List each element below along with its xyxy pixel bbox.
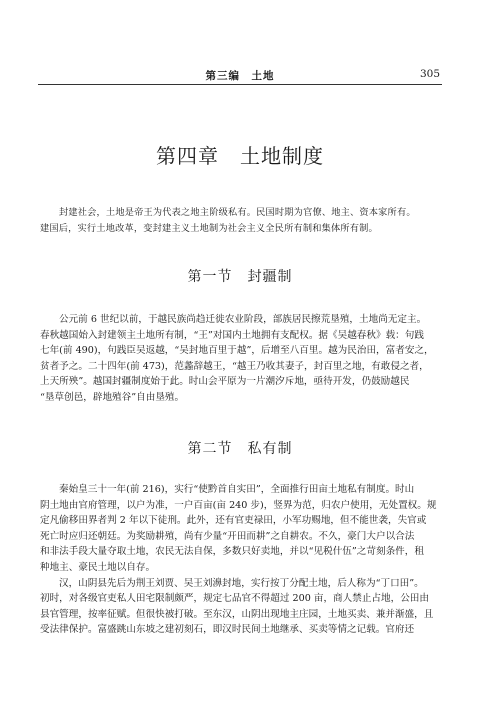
body-line: “垦草创邑，辟地殖谷”自由垦殖。 xyxy=(40,391,185,403)
section-title-2: 第二节 私有制 xyxy=(187,441,293,457)
page-number: 305 xyxy=(419,68,440,80)
body-line: 春秋越国始入封建领主土地所有制，“王”对国内土地拥有支配权。据《吴越春秋》载：句践 xyxy=(40,329,424,341)
body-line: 公元前 6 世纪以前，于越民族尚趋迁徙农业阶段，部族居民擦荒垦殖，土地尚无定主。 xyxy=(59,314,427,325)
body-line: 定凡偷移田界者判 2 年以下徒刑。此外，还有官吏禄田，小军功赐地，但不能世袭，失官或 xyxy=(40,515,427,527)
body-line: 七年(前 490)，句践臣吴返越，“吴封地百里于越”，后增至八百里。越为民治田，富者安之， xyxy=(40,345,434,357)
intro-line: 建国后，实行土地改革，变封建主义土地制为社会主义全民所有制和集体所有制。 xyxy=(40,222,378,234)
body-line: 贫者予之。二十四年(前 473)，范蠡辞越王，“越王乃收其妻子，封百里之地，有敢侵之者， xyxy=(40,360,429,372)
section-1-paragraph xyxy=(40,312,440,406)
section-2-paragraph xyxy=(40,482,440,638)
chapter-title: 第四章 土地制度 xyxy=(156,144,324,168)
body-line: 和非法手段大量夺取土地，农民无法自保，多数只好卖地，并以“见税什伍”之苛刻条件，租 xyxy=(40,546,424,558)
section-title-1: 第一节 封疆制 xyxy=(187,269,293,285)
body-line: 上天所殃”。越国封疆制度始于此。时山会平原为一片潮汐斥地，亟待开发，仍鼓励越民 xyxy=(40,376,410,388)
body-line: 初时，对各级官吏私人田宅限制颇严，规定七品官不得超过 200 亩，商人禁止占地，公田由 xyxy=(40,593,429,605)
header-rule xyxy=(38,84,442,85)
body-line: 汉，山阴县先后为荆王刘贾、吴王刘濞封地，实行按丁分配土地，后人称为“丁口田”。 xyxy=(59,577,424,589)
header-section-title: 第三编 土地 xyxy=(205,70,275,82)
body-line: 死亡时应归还朝廷。为奖励耕殖，尚有少量“开田而耕”之自耕农。不久，豪门大户以合法 xyxy=(40,530,415,542)
body-line: 县官管理，按率征赋。但很快被打破。至东汉，山阴出现地主庄园，土地买卖、兼并渐盛，且 xyxy=(40,608,434,620)
body-line: 种地主、豪民土地以自存。 xyxy=(40,561,156,573)
intro-line: 封建社会，土地是帝王为代表之地主阶级私有。民国时期为官僚、地主、资本家所有。 xyxy=(59,207,416,218)
intro-paragraph xyxy=(40,205,440,236)
running-header xyxy=(38,68,442,84)
body-line: 秦始皇三十一年(前 216)，实行“使黔首自实田”，全面推行田亩土地私有制度。时山 xyxy=(59,484,415,495)
body-line: 受法律保护。富盛跳山东坡之建初刻石，即汉时民间土地继承、买卖等情之记载。官府还 xyxy=(40,624,415,636)
body-line: 阴土地由官府管理，以户为准，一户百亩(亩 240 步)，竖界为范，归农户使用，无处置权。规 xyxy=(40,499,437,511)
